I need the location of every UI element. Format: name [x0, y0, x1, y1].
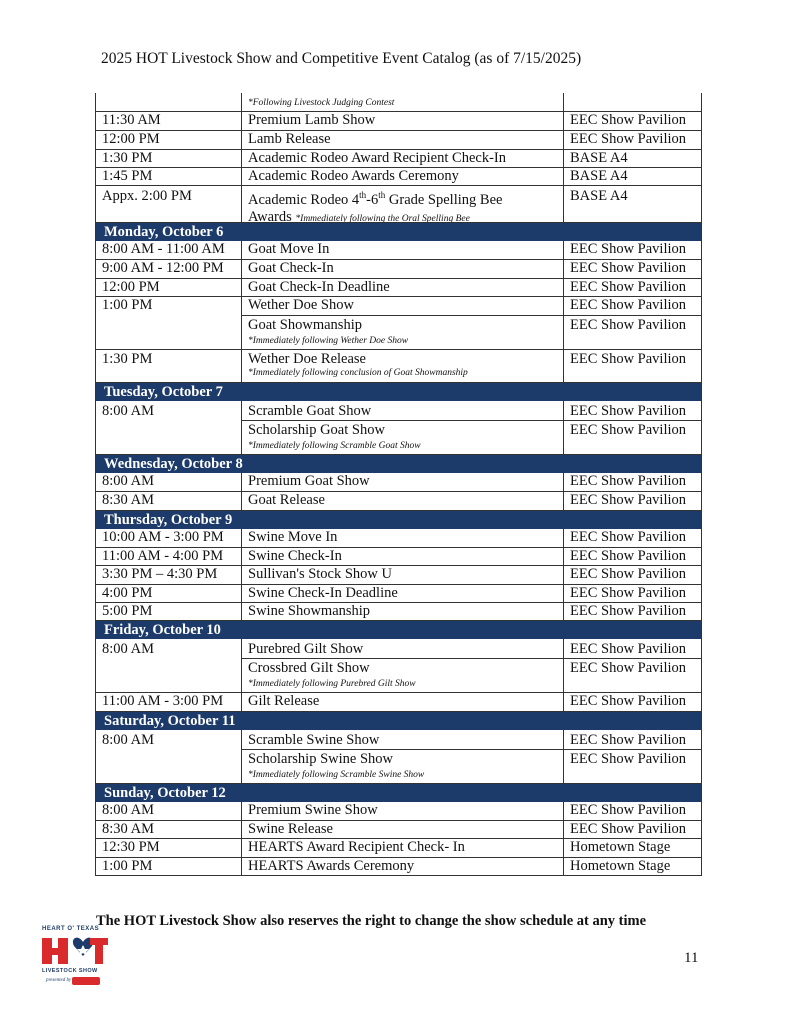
event-cell: Scholarship Goat Show *Immediately following Scramble Goat Show	[241, 421, 563, 454]
time-cell: 8:30 AM	[95, 492, 241, 510]
time-cell: 10:00 AM - 3:00 PM	[95, 529, 241, 547]
table-row	[95, 693, 702, 712]
spelling-bee-event: Academic Rodeo 4th-6th Grade Spelling Bee	[248, 190, 503, 208]
table-row	[95, 279, 702, 297]
table-row	[95, 473, 702, 492]
location-cell: EEC Show Pavilion	[563, 821, 702, 838]
location-cell: EEC Show Pavilion	[563, 260, 702, 278]
location-cell: EEC Show Pavilion	[563, 693, 702, 711]
table-row	[95, 603, 702, 621]
table-row	[95, 186, 702, 223]
time-cell: 1:30 PM	[95, 350, 241, 382]
event-note: *Immediately following Wether Doe Show	[248, 336, 409, 346]
event-cell: HEARTS Awards Ceremony	[241, 858, 563, 875]
event-cell: Academic Rodeo Awards Ceremony	[241, 168, 563, 185]
event-cell: Scramble Goat Show	[241, 401, 563, 420]
time-cell: 8:30 AM	[95, 821, 241, 838]
time-cell: 5:00 PM	[95, 603, 241, 620]
location-cell: EEC Show Pavilion	[563, 279, 702, 296]
sub-rows	[241, 401, 702, 454]
location-cell: EEC Show Pavilion	[563, 131, 702, 149]
location-cell: BASE A4	[563, 168, 702, 185]
location-cell: BASE A4	[563, 150, 702, 167]
time-cell: 8:00 AM	[95, 473, 241, 491]
event-cell: Purebred Gilt Show	[241, 639, 563, 658]
event-cell: Goat Check-In Deadline	[241, 279, 563, 296]
location-cell	[563, 93, 702, 111]
event-note: *Immediately following Purebred Gilt Show	[248, 679, 416, 689]
time-cell: 3:30 PM – 4:30 PM	[95, 566, 241, 584]
logo-bottom-text: LIVESTOCK SHOW	[42, 968, 98, 974]
table-row	[95, 529, 702, 548]
event-cell	[241, 186, 563, 222]
location-cell: EEC Show Pavilion	[563, 585, 702, 602]
time-cell: 1:00 PM	[95, 858, 241, 875]
event-cell: Swine Release	[241, 821, 563, 838]
time-cell: 11:00 AM - 4:00 PM	[95, 548, 241, 565]
location-cell: EEC Show Pavilion	[563, 548, 702, 565]
event-cell: Premium Goat Show	[241, 473, 563, 491]
time-cell: 12:00 PM	[95, 279, 241, 296]
table-row-group	[95, 297, 702, 350]
table-row	[241, 659, 702, 692]
time-cell: 12:30 PM	[95, 839, 241, 857]
sub-rows	[241, 639, 702, 692]
time-cell: 8:00 AM	[95, 730, 241, 783]
location-cell: EEC Show Pavilion	[563, 350, 702, 382]
event-cell: Goat Move In	[241, 241, 563, 259]
logo-presented-text: presented by	[46, 978, 72, 983]
table-row-group	[95, 401, 702, 455]
sub-rows	[241, 730, 702, 783]
table-row	[95, 112, 702, 131]
location-cell: BASE A4	[563, 186, 702, 222]
event-cell: Gilt Release	[241, 693, 563, 711]
location-cell: EEC Show Pavilion	[563, 639, 702, 658]
time-cell: 11:30 AM	[95, 112, 241, 130]
table-row	[241, 639, 702, 659]
day-header-monday: Monday, October 6	[95, 223, 702, 241]
location-cell: EEC Show Pavilion	[563, 802, 702, 820]
event-cell: Goat Release	[241, 492, 563, 510]
event-cell: Scramble Swine Show	[241, 730, 563, 749]
event-cell: Premium Swine Show	[241, 802, 563, 820]
location-cell: Hometown Stage	[563, 839, 702, 857]
event-note: *Immediately following the Oral Spelling Bee	[295, 213, 470, 222]
event-note: *Immediately following Scramble Goat Show	[248, 441, 421, 451]
table-row-group	[95, 639, 702, 693]
location-cell: EEC Show Pavilion	[563, 473, 702, 491]
event-note: *Following Livestock Judging Contest	[248, 98, 395, 108]
schedule-table	[95, 93, 702, 876]
table-row	[95, 350, 702, 383]
table-row	[241, 297, 702, 316]
time-cell	[95, 93, 241, 111]
table-row	[95, 241, 702, 260]
day-header-tuesday: Tuesday, October 7	[95, 383, 702, 401]
table-row	[95, 821, 702, 839]
event-cell	[241, 93, 563, 111]
location-cell: EEC Show Pavilion	[563, 492, 702, 510]
table-row	[241, 401, 702, 421]
location-cell: EEC Show Pavilion	[563, 566, 702, 584]
event-note: *Immediately following Scramble Swine Show	[248, 770, 425, 780]
day-header-sunday: Sunday, October 12	[95, 784, 702, 802]
day-header-thursday: Thursday, October 9	[95, 511, 702, 529]
event-note: *Immediately following conclusion of Goat Showmanship	[248, 368, 468, 378]
event-cell: Scholarship Swine Show *Immediately following Scramble Swine Show	[241, 750, 563, 783]
time-cell: 12:00 PM	[95, 131, 241, 149]
sponsor-badge-icon	[72, 977, 100, 985]
spelling-bee-awards: Awards	[248, 208, 296, 222]
day-header-friday: Friday, October 10	[95, 621, 702, 639]
location-cell: EEC Show Pavilion	[563, 659, 702, 692]
event-cell: Swine Check-In	[241, 548, 563, 565]
location-cell: EEC Show Pavilion	[563, 112, 702, 130]
table-row	[95, 492, 702, 511]
location-cell: EEC Show Pavilion	[563, 603, 702, 620]
event-cell: Swine Check-In Deadline	[241, 585, 563, 602]
table-row	[95, 802, 702, 821]
table-row	[95, 93, 702, 112]
location-cell: EEC Show Pavilion	[563, 316, 702, 349]
table-row	[95, 548, 702, 566]
table-row	[95, 168, 702, 186]
time-cell: Appx. 2:00 PM	[95, 186, 241, 222]
event-cell: Crossbred Gilt Show *Immediately following Purebred Gilt Show	[241, 659, 563, 692]
logo-top-text: HEART O' TEXAS	[42, 926, 100, 932]
table-row	[95, 839, 702, 858]
time-cell: 1:30 PM	[95, 150, 241, 167]
location-cell: EEC Show Pavilion	[563, 297, 702, 315]
event-cell: Lamb Release	[241, 131, 563, 149]
page-number: 11	[684, 950, 699, 966]
time-cell: 9:00 AM - 12:00 PM	[95, 260, 241, 278]
time-cell: 8:00 AM	[95, 802, 241, 820]
location-cell: EEC Show Pavilion	[563, 241, 702, 259]
time-cell: 1:00 PM	[95, 297, 241, 349]
page-title: 2025 HOT Livestock Show and Competitive Event Catalog (as of 7/15/2025)	[101, 50, 582, 67]
location-cell: EEC Show Pavilion	[563, 750, 702, 783]
table-row	[241, 421, 702, 454]
event-cell: Goat Showmanship *Immediately following Wether Doe Show	[241, 316, 563, 349]
event-cell: Sullivan's Stock Show U	[241, 566, 563, 584]
location-cell: EEC Show Pavilion	[563, 421, 702, 454]
event-cell: Academic Rodeo Award Recipient Check-In	[241, 150, 563, 167]
time-cell: 8:00 AM	[95, 401, 241, 454]
table-row	[241, 750, 702, 783]
table-row-group	[95, 730, 702, 784]
event-cell: Wether Doe Show	[241, 297, 563, 315]
time-cell: 1:45 PM	[95, 168, 241, 185]
table-row	[241, 316, 702, 349]
table-row	[241, 730, 702, 750]
sub-rows	[241, 297, 702, 349]
table-row	[95, 260, 702, 279]
location-cell: EEC Show Pavilion	[563, 529, 702, 547]
event-cell: Goat Check-In	[241, 260, 563, 278]
time-cell: 8:00 AM	[95, 639, 241, 692]
table-row	[95, 131, 702, 150]
time-cell: 11:00 AM - 3:00 PM	[95, 693, 241, 711]
location-cell: EEC Show Pavilion	[563, 730, 702, 749]
footer-note: The HOT Livestock Show also reserves the right to change the show schedule at any time	[96, 913, 647, 929]
event-cell: HEARTS Award Recipient Check- In	[241, 839, 563, 857]
location-cell: EEC Show Pavilion	[563, 401, 702, 420]
event-cell: Premium Lamb Show	[241, 112, 563, 130]
event-cell: Wether Doe Release *Immediately following conclusion of Goat Showmanship	[241, 350, 563, 382]
table-row	[95, 150, 702, 168]
event-cell: Swine Move In	[241, 529, 563, 547]
table-row	[95, 566, 702, 585]
day-header-saturday: Saturday, October 11	[95, 712, 702, 730]
location-cell: Hometown Stage	[563, 858, 702, 875]
time-cell: 4:00 PM	[95, 585, 241, 602]
hot-logo-mark-icon	[40, 932, 110, 968]
event-cell: Swine Showmanship	[241, 603, 563, 620]
table-row	[95, 858, 702, 876]
table-row	[95, 585, 702, 603]
time-cell: 8:00 AM - 11:00 AM	[95, 241, 241, 259]
day-header-wednesday: Wednesday, October 8	[95, 455, 702, 473]
